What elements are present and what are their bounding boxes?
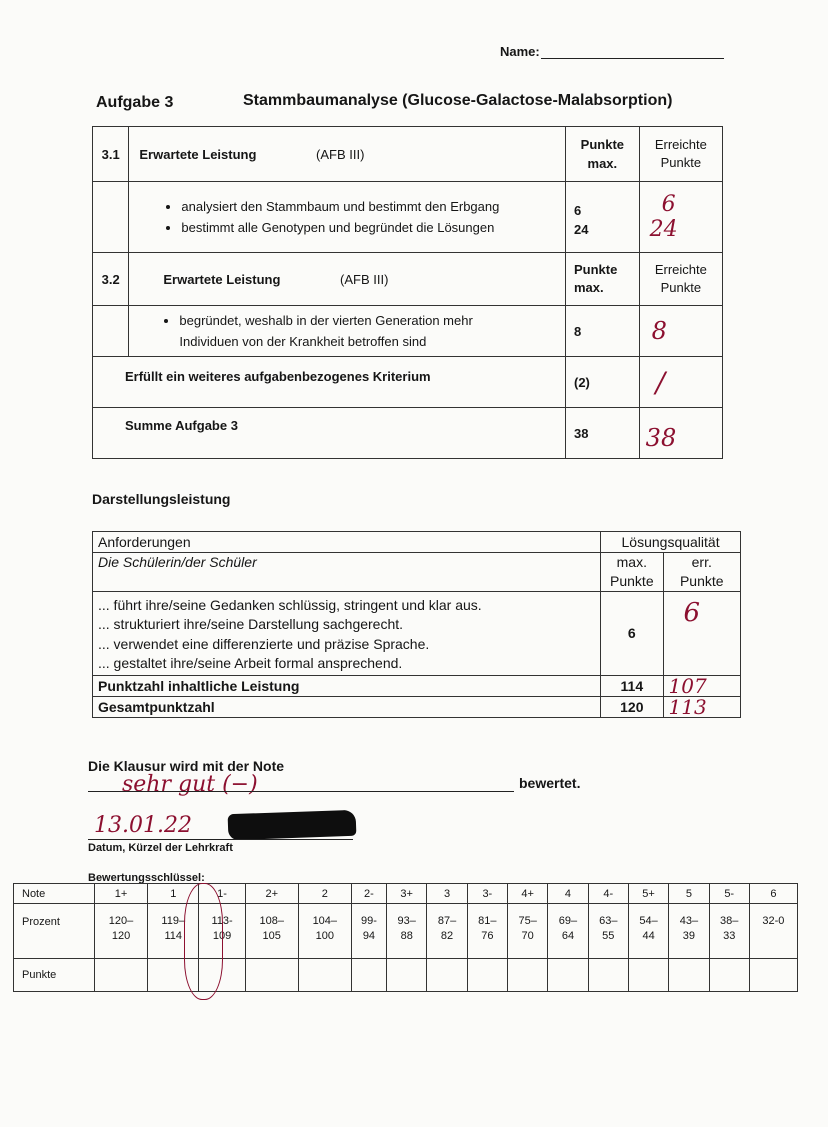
criterion-max: 6 xyxy=(574,203,582,218)
percent-cell xyxy=(507,904,547,959)
percent-range-bottom: 64 xyxy=(561,930,575,942)
grade-date: 13.01.22 xyxy=(94,813,192,838)
percent-range-top: 69– xyxy=(558,915,578,927)
grade-label: Die Klausur wird mit der Note xyxy=(88,758,285,774)
grade-cell: 4- xyxy=(588,884,628,904)
percent-cell xyxy=(245,904,298,959)
grading-key-label: Bewertungsschlüssel: xyxy=(88,872,205,884)
date-label: Datum, Kürzel der Lehrkraft xyxy=(88,842,233,854)
section-32-header xyxy=(129,253,566,306)
criterion-max: 24 xyxy=(574,222,589,237)
section-32-achieved: 8 xyxy=(639,306,722,357)
percent-cell xyxy=(427,904,467,959)
points-cell[interactable] xyxy=(95,959,148,992)
darstellung-item: ... führt ihre/seine Gedanken schlüssig, stringent und klar aus. xyxy=(98,596,482,613)
points-cell[interactable] xyxy=(548,959,588,992)
grade-cell: 5 xyxy=(669,884,709,904)
percent-cell xyxy=(709,904,749,959)
section-32-heading: Erwartete Leistung xyxy=(163,271,281,287)
extra-criterion-max: (2) xyxy=(566,357,640,408)
percent-cell xyxy=(628,904,668,959)
grade-cell: 3+ xyxy=(387,884,427,904)
section-31-criteria xyxy=(129,182,566,253)
circled-grade-mark xyxy=(184,883,223,1000)
percent-range-bottom: 120 xyxy=(111,930,131,942)
percent-range-top: 81– xyxy=(478,915,497,927)
points-cell[interactable] xyxy=(245,959,298,992)
sum-achieved: 38 xyxy=(639,408,722,459)
err-header: err. xyxy=(663,553,741,572)
grade-cell: 5+ xyxy=(628,884,668,904)
grade-cell: 1- xyxy=(199,884,245,904)
percent-range-top: 63– xyxy=(599,915,618,927)
points-cell[interactable] xyxy=(749,959,797,992)
section-32-number: 3.2 xyxy=(93,253,129,306)
subject-label: Die Schülerin/der Schüler xyxy=(93,553,601,572)
percent-range-bottom: 94 xyxy=(362,930,376,942)
section-32-achieved-header: Erreichte Punkte xyxy=(639,253,722,306)
grade-cell: 4 xyxy=(548,884,588,904)
extra-criterion-achieved: / xyxy=(639,357,722,408)
percent-range-top: 93– xyxy=(397,915,416,927)
sum-label: Summe Aufgabe 3 xyxy=(93,408,566,459)
section-31-max xyxy=(566,182,640,253)
section-31-max-header: Punkte max. xyxy=(566,127,640,182)
percent-cell xyxy=(95,904,148,959)
points-cell[interactable] xyxy=(387,959,427,992)
darstellung-achieved: 6 xyxy=(663,591,741,675)
date-line xyxy=(88,839,353,840)
content-points-label: Punktzahl inhaltliche Leistung xyxy=(93,675,601,696)
darstellung-items xyxy=(93,591,601,675)
quality-header: Lösungsqualität xyxy=(601,532,741,553)
total-points-max: 120 xyxy=(601,696,663,717)
percent-range-bottom: 55 xyxy=(602,930,615,942)
grade-value: sehr gut (−) xyxy=(122,772,258,797)
criterion-item: • bestimmt alle Genotypen und begründet die Lösungen xyxy=(181,217,565,238)
criterion-item: • analysiert den Stammbaum und bestimmt den Erbgang xyxy=(181,196,565,217)
percent-range-top: 38– xyxy=(720,915,739,927)
darstellung-table xyxy=(92,531,741,718)
criterion-achieved: 24 xyxy=(649,217,678,242)
darstellung-item: ... gestaltet ihre/seine Arbeit formal ansprechend. xyxy=(98,655,403,671)
content-points-max: 114 xyxy=(601,675,663,696)
darstellung-max: 6 xyxy=(601,591,663,675)
darstellung-title: Darstellungsleistung xyxy=(92,491,231,507)
percent-cell xyxy=(749,904,797,959)
percent-range-bottom: 44 xyxy=(642,930,655,942)
percent-range-bottom: 39 xyxy=(682,930,696,942)
section-31-afb: (AFB III) xyxy=(316,146,365,162)
grading-key-table xyxy=(13,883,798,992)
section-31-number: 3.1 xyxy=(93,127,129,182)
percent-cell xyxy=(351,904,386,959)
percent-cell xyxy=(588,904,628,959)
percent-cell xyxy=(548,904,588,959)
grade-cell: 1 xyxy=(148,884,199,904)
criterion-achieved: 6 xyxy=(661,192,676,217)
points-cell[interactable] xyxy=(588,959,628,992)
percent-range-bottom: 88 xyxy=(400,930,413,942)
percent-range-top: 75– xyxy=(518,915,537,927)
points-cell[interactable] xyxy=(298,959,351,992)
max-header: max. xyxy=(601,553,663,572)
task-label: Aufgabe 3 xyxy=(96,94,174,111)
percent-range-bottom: 70 xyxy=(521,930,534,942)
percent-cell xyxy=(467,904,507,959)
percent-range-bottom: 100 xyxy=(315,930,334,942)
err-header-2: Punkte xyxy=(663,571,741,591)
section-31-header xyxy=(129,127,566,182)
section-31-achieved xyxy=(639,182,722,253)
points-cell[interactable] xyxy=(628,959,668,992)
percent-range-bottom: 33 xyxy=(723,930,736,942)
percent-range-top: 104– xyxy=(312,915,338,927)
grade-cell: 1+ xyxy=(95,884,148,904)
grade-cell: 4+ xyxy=(507,884,547,904)
percent-range-top: 43– xyxy=(679,915,699,927)
percent-range-top: 87– xyxy=(437,915,457,927)
percent-range-top: 120– xyxy=(108,915,134,927)
redacted-signature xyxy=(228,810,357,840)
total-points-achieved: 113 xyxy=(663,696,741,717)
section-32-max-header: Punkte max. xyxy=(566,253,640,306)
grade-cell: 5- xyxy=(709,884,749,904)
criterion-item: • begründet, weshalb in der vierten Generation mehr Individuen von der Krankheit betroffen sind xyxy=(179,310,565,352)
task-title: Stammbaumanalyse (Glucose-Galactose-Malabsorption) xyxy=(243,92,673,109)
points-cell[interactable] xyxy=(427,959,467,992)
points-cell[interactable] xyxy=(351,959,386,992)
grade-cell: 2+ xyxy=(245,884,298,904)
percent-range-top: 113- xyxy=(211,915,233,927)
percent-cell xyxy=(298,904,351,959)
section-32-criteria xyxy=(129,306,566,357)
points-cell[interactable] xyxy=(669,959,709,992)
percent-range-bottom: 76 xyxy=(481,930,494,942)
section-32-afb: (AFB III) xyxy=(340,271,389,287)
percent-range-bottom: 109 xyxy=(212,930,232,942)
points-cell[interactable] xyxy=(467,959,507,992)
scoring-table xyxy=(92,126,723,459)
grade-cell: 3- xyxy=(467,884,507,904)
section-31-achieved-header: Erreichte Punkte xyxy=(639,127,722,182)
percent-range-bottom: 105 xyxy=(262,930,281,942)
grade-cell: 6 xyxy=(749,884,797,904)
points-cell[interactable] xyxy=(709,959,749,992)
percent-range-top: 54– xyxy=(639,915,658,927)
content-points-achieved: 107 xyxy=(663,675,741,696)
sum-max: 38 xyxy=(566,408,640,459)
grade-cell: 2- xyxy=(351,884,386,904)
row-label-note: Note xyxy=(14,884,95,904)
darstellung-item: ... verwendet eine differenzierte und präzise Sprache. xyxy=(98,635,430,652)
percent-range-top: 99- xyxy=(360,915,377,927)
grade-cell: 2 xyxy=(298,884,351,904)
grade-suffix: bewertet. xyxy=(519,775,581,791)
section-32-max: 8 xyxy=(566,306,640,357)
darstellung-item: ... strukturiert ihre/seine Darstellung sachgerecht. xyxy=(98,616,404,632)
total-points-label: Gesamtpunktzahl xyxy=(93,696,601,717)
extra-criterion-label: Erfüllt ein weiteres aufgabenbezogenes Kriterium xyxy=(93,357,566,408)
percent-cell xyxy=(669,904,709,959)
percent-range-top: 108– xyxy=(259,915,284,927)
percent-range-bottom: 82 xyxy=(440,930,454,942)
max-header-2: Punkte xyxy=(601,571,663,591)
percent-cell xyxy=(387,904,427,959)
requirements-header: Anforderungen xyxy=(93,532,601,553)
grade-cell: 3 xyxy=(427,884,467,904)
name-line[interactable] xyxy=(541,58,724,59)
points-cell[interactable] xyxy=(507,959,547,992)
grade-line xyxy=(88,791,514,792)
name-label: Name: xyxy=(500,44,540,59)
percent-range-bottom: 114 xyxy=(164,930,183,942)
percent-range-top: 32-0 xyxy=(762,915,785,927)
percent-range-top: 119– xyxy=(161,915,186,927)
row-label-percent: Prozent xyxy=(14,904,95,959)
section-31-heading: Erwartete Leistung xyxy=(139,146,257,162)
row-label-points: Punkte xyxy=(14,959,95,992)
